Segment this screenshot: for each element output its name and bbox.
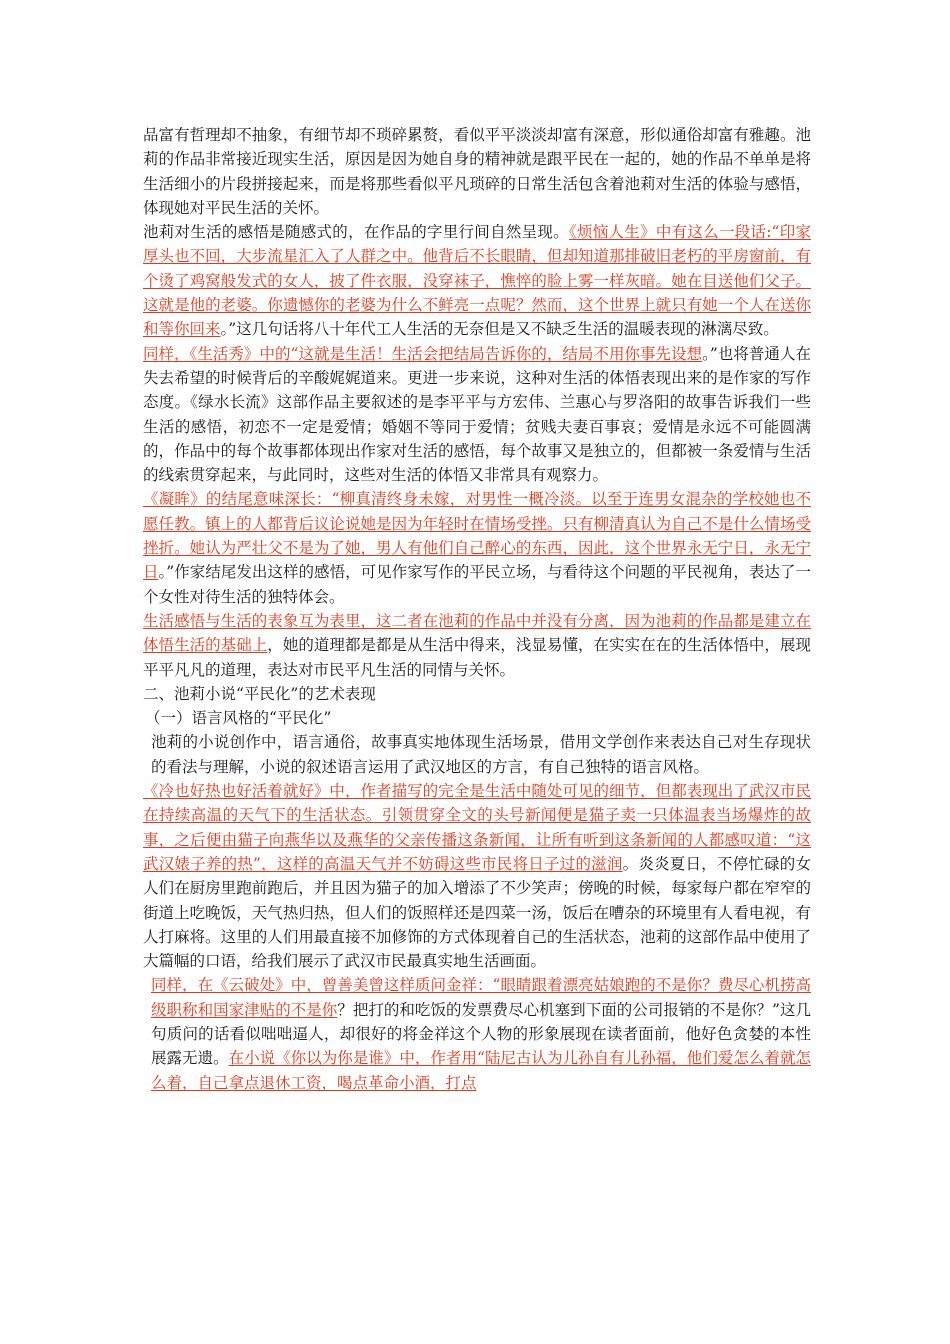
highlighted-quote: 《冷也好热也好活着就好》中，作者描写的完全是生活中随处可见的细节，但都表现出了武汉市民在持续高温的天气下的生活状态。引领贯穿全文的头号新闻便是猫子卖一只体温表当场爆炸的故事，之后便由猫子向燕华以及燕华的父亲传播这条新闻，让所有听到这条新闻的人都感叹道：“这武汉婊子养的热”，这样的高温天气并不妨碍这些市民将日子过的滋润 xyxy=(143,782,811,873)
paragraph-1 xyxy=(143,123,811,220)
paragraph-4 xyxy=(143,487,811,608)
highlighted-quote: 同样，在《云破处》中，曾善美曾这样质问金祥：“眼睛跟着漂亮姑娘跑的不是你？费尽心机捞高级职称和国家津贴的不是你 xyxy=(151,976,811,1019)
body-text: 。”作家结尾发出这样的感悟，可见作家写作的平民立场，与看待这个问题的平民视角，表达了一个女性对待生活的独特体会。 xyxy=(143,563,811,606)
body-text: 。”这几句话将八十年代工人生活的无奈但是又不缺乏生活的温暖表现的淋漓尽致。 xyxy=(220,320,779,339)
highlighted-quote: 在小说《你以为你是谁》中，作者用“陆尼古认为儿孙自有儿孙福，他们爱怎么着就怎么着，自己拿点退休工资，喝点革命小酒，打点 xyxy=(151,1049,811,1092)
body-text: 池莉对生活的感悟是随感式的，在作品的字里行间自然呈现。 xyxy=(143,223,569,242)
body-text: 池莉的小说创作中，语言通俗，故事真实地体现生活场景，借用文学创作来表达自己对生存现状的看法与理解，小说的叙述语言运用了武汉地区的方言，有自己独特的语言风格。 xyxy=(151,733,811,776)
body-text: ？把打的和吃饭的发票费尽心机塞到下面的公司报销的不是你？”这几句质问的话看似咄咄逼人，却很好的将金祥这个人物的形象展现在读者面前，他好色贪婪的本性展露无遗。 xyxy=(151,1000,811,1068)
section-heading xyxy=(143,682,811,706)
paragraph-6 xyxy=(143,730,811,779)
subsection-heading xyxy=(143,706,811,730)
body-text: 。炎炎夏日，不停忙碌的女人们在厨房里跑前跑后，并且因为猫子的加入增添了不少笑声；傍晚的时候，每家每户都在窄窄的街道上吃晚饭，天气热归热，但人们的饭照样还是四菜一汤，饭后在嘈杂的环境里有人看电视，有人打麻将。这里的人们用最直接不加修饰的方式体现着自己的生活状态，池莉的这部作品中使用了大篇幅的口语，给我们展示了武汉市民最真实地生活画面。 xyxy=(143,854,811,971)
highlighted-quote: 生活感悟与生活的表象互为表里，这二者在池莉的作品中并没有分离，因为池莉的作品都是建立在体悟生活的基础上 xyxy=(143,611,811,655)
highlighted-quote: 同样，《生活秀》中的“这就是生活！生活会把结局告诉你的，结局不用你事先设想 xyxy=(143,344,703,363)
paragraph-2 xyxy=(143,220,811,341)
document-body xyxy=(143,123,811,1095)
highlighted-quote: 《烦恼人生》中有这么一段话:“印家厚头也不回，大步流星汇入了人群之中。他背后不长眼睛，但却知道那排破旧老朽的平房窗前，有个烫了鸡窝般发式的女人，披了件衣服，没穿袜子，憔悴的脸上雾一样灰暗。她在目送他们父子。这就是他的老婆。你遗憾你的老婆为什么不鲜亮一点呢？然而，这个世界上就只有她一个人在送你和等你回来 xyxy=(143,223,811,339)
paragraph-3 xyxy=(143,342,811,488)
paragraph-8 xyxy=(143,973,811,1094)
body-text: ，她的道理都是都是从生活中得来，浅显易懂，在实实在在的生活体悟中，展现平平凡凡的道理，表达对市民平凡生活的同情与关怀。 xyxy=(143,636,811,679)
highlighted-quote: 《凝眸》的结尾意味深长：“柳真清终身未嫁，对男性一概冷淡。以至于连男女混杂的学校她也不愿任教。镇上的人都背后议论说她是因为年轻时在情场受挫。只有柳清真认为自己不是什么情场受挫折。她认为严壮父不是为了她，男人有他们自己醉心的东西，因此，这个世界永无宁日，永无宁日 xyxy=(143,490,811,582)
body-text: 品富有哲理却不抽象，有细节却不琐碎累赘，看似平平淡淡却富有深意，形似通俗却富有雅趣。池莉的作品非常接近现实生活，原因是因为她自身的精神就是跟平民在一起的，她的作品不单单是将生活细小的片段拼接起来，而是将那些看似平凡琐碎的日常生活包含着池莉对生活的体验与感悟，体现她对平民生活的关怀。 xyxy=(143,126,811,217)
heading-text: （一）语言风格的“平民化” xyxy=(145,709,332,728)
body-text: 。”也将普通人在失去希望的时候背后的辛酸娓娓道来。更进一步来说，这种对生活的体悟表现出来的是作家的写作态度。《绿水长流》这部作品主要叙述的是李平平与方宏伟、兰惠心与罗洛阳的故事告诉我们一些生活的感悟，初恋不一定是爱情；婚姻不等同于爱情；贫贱夫妻百事哀；爱情是永远不可能圆满的，作品中的每个故事都体现出作家对生活的感悟，每个故事又是独立的，但都被一条爱情与生活的线索贯穿起来，与此同时，这些对生活的体悟又非常具有观察力。 xyxy=(143,344,811,485)
paragraph-5 xyxy=(143,609,811,682)
paragraph-7 xyxy=(143,779,811,973)
heading-text: 二、池莉小说“平民化”的艺术表现 xyxy=(143,684,376,703)
